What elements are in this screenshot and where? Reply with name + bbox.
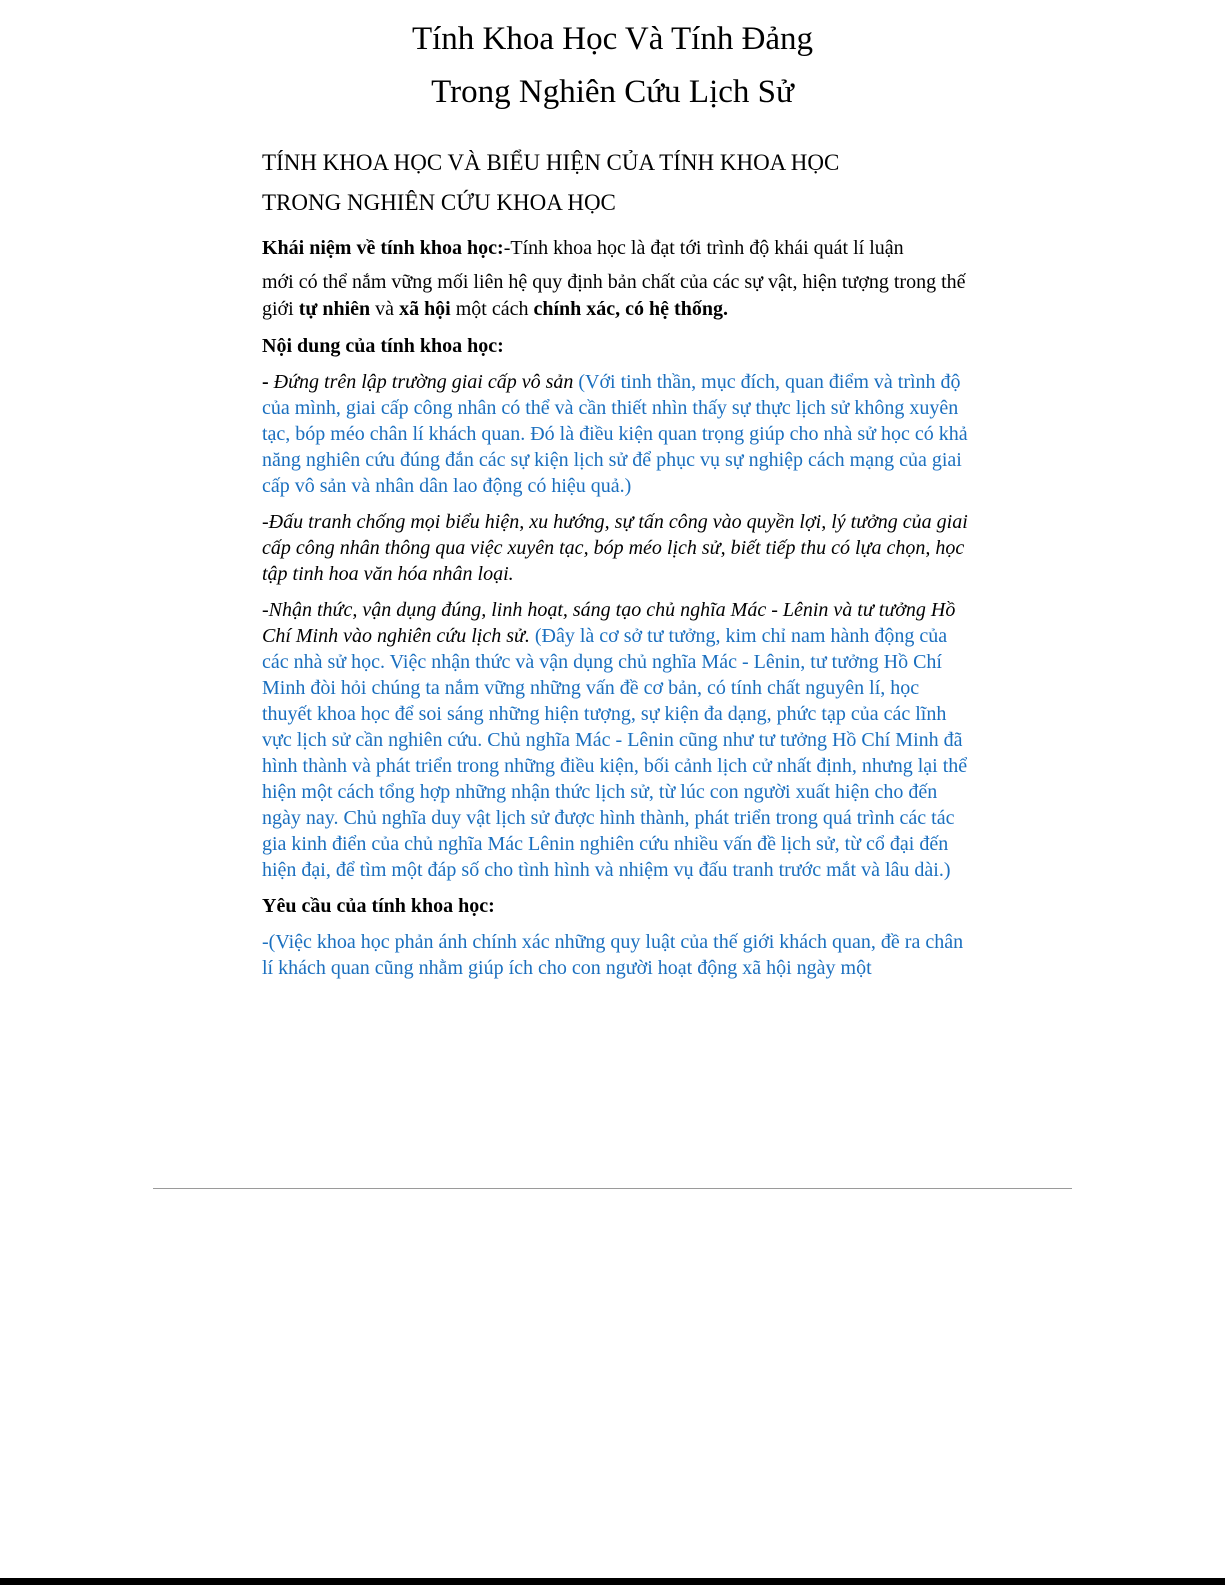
requirements-label-text: Yêu cầu của tính khoa học: <box>262 895 495 917</box>
item3-explanation: (Đây là cơ sở tư tưởng, kim chỉ nam hành động của các nhà sử học. Việc nhận thức và vận dụng chủ nghĩa Mác - Lênin, tư tưởng Hồ Chí Minh đòi hỏi chúng ta nắm vững những vấn đề cơ bản, có tính chất nguyên lí, học thuyết khoa học để soi sáng những hiện tượng, sự kiện đa dạng, phức tạp của các lĩnh vực lịch sử cần nghiên cứu. Chủ nghĩa Mác - Lênin cũng như tư tưởng Hồ Chí Minh đã hình thành và phát triển trong những điều kiện, bối cảnh lịch cử nhất định, nhưng lại thể hiện một cách tổng hợp những nhận thức lịch sử, từ lúc con người xuất hiện cho đến ngày nay. Chủ nghĩa duy vật lịch sử được hình thành, phát triển trong quá trình các tác gia kinh điển của chủ nghĩa Mác Lênin nghiên cứu nhiều vấn đề lịch sử, từ cổ đại đến hiện đại, để tìm một đáp số cho tình hình và nhiệm vụ đấu tranh trước mắt và lâu dài.) <box>262 625 968 881</box>
content-label <box>262 333 972 359</box>
item1-italic: Đứng trên lập trường giai cấp vô sản <box>273 371 574 393</box>
section-heading-line1: TÍNH KHOA HỌC VÀ BIỂU HIỆN CỦA TÍNH KHOA HỌC <box>262 150 840 175</box>
concept-bold-accuracy: chính xác, có hệ thống. <box>533 298 728 320</box>
item1-explanation: (Với tinh thần, mục đích, quan điểm và trình độ của mình, giai cấp công nhân có thể và cần thiết nhìn thấy sự thực lịch sử không xuyên tạc, bóp méo chân lí khách quan. Đó là điều kiện quan trọng giúp cho nhà sử học có khả năng nghiên cứu đúng đắn các sự kiện lịch sử để phục vụ sự nghiệp cách mạng của giai cấp vô sản và nhân dân lao động có hiệu quả.) <box>262 371 968 497</box>
document-title-line1: Tính Khoa Học Và Tính Đảng <box>411 21 814 57</box>
concept-text-4: một cách <box>450 298 534 320</box>
page-divider <box>153 1188 1072 1189</box>
document-title-line2: Trong Nghiên Cứu Lịch Sử <box>431 74 794 110</box>
content-item-1 <box>262 369 972 499</box>
section-heading-line2: TRONG NGHIÊN CỨU KHOA HỌC <box>262 190 616 215</box>
item2-italic <box>262 511 968 585</box>
concept-paragraph <box>262 235 972 323</box>
concept-label: Khái niệm về tính khoa học: <box>262 237 504 259</box>
concept-text-2: mới có thể nắm vững mối liên hệ quy định bản chất của các sự vật, hiện tượng trong thế giới <box>262 271 966 320</box>
concept-bold-society: xã hội <box>399 298 451 320</box>
item2-text: Đấu tranh chống mọi biểu hiện, xu hướng, sự tấn công vào quyền lợi, lý tưởng của giai cấp công nhân thông qua việc xuyên tạc, bóp méo lịch sử, biết tiếp thu có lựa chọn, học tập tinh hoa văn hóa nhân loại. <box>262 511 968 585</box>
bottom-edge-bar <box>0 1578 1225 1585</box>
requirements-label <box>262 893 972 919</box>
item2-dash: - <box>262 511 269 533</box>
content-label-text: Nội dung của tính khoa học: <box>262 335 504 357</box>
concept-text-1: -Tính khoa học là đạt tới trình độ khái quát lí luận <box>503 237 904 259</box>
item1-dash: - <box>262 371 274 393</box>
document-body <box>262 143 972 981</box>
content-item-2 <box>262 509 972 587</box>
concept-text-3: và <box>370 298 400 320</box>
item3-italic: -Nhận thức, vận dụng đúng, linh hoạt, sáng tạo chủ nghĩa Mác - Lênin và tư tưởng Hồ Chí Minh vào nghiên cứu lịch sử. <box>262 599 956 647</box>
concept-bold-nature: tự nhiên <box>298 298 371 320</box>
content-item-3 <box>262 597 972 883</box>
requirements-text: -(Việc khoa học phản ánh chính xác những quy luật của thế giới khách quan, đề ra chân lí khách quan cũng nhằm giúp ích cho con người hoạt động xã hội ngày một <box>262 931 964 979</box>
